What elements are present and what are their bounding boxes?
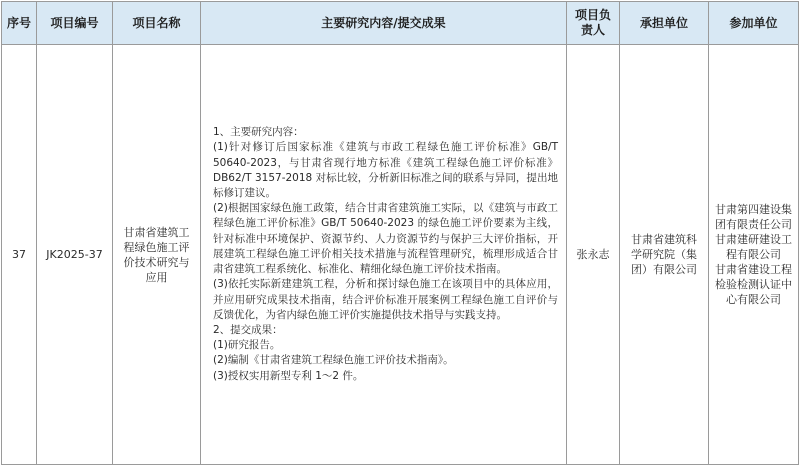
- content-line: (2)根据国家绿色施工政策，结合甘肃省建筑施工实际，以《建筑与市政工程绿色施工评价标准》GB/T 50640-2023 的绿色施工评价要素为主线，针对标准中环境保护、资源节约、人力资源节约与保护三大评价指标，开展建筑工程绿色施工评价相关技术措施与流程管理研究，梳理形成适合甘肃省建筑工程系统化、标准化、精细化绿色施工评价技术指南。: [213, 202, 558, 276]
- content-line: 1、主要研究内容：: [213, 126, 304, 139]
- content-line: (2)编制《甘肃省建筑工程绿色施工评价技术指南》。: [213, 354, 454, 367]
- cell-leader: 张永志: [567, 45, 620, 465]
- header-seq: 序号: [2, 2, 37, 45]
- partner-item: 甘肃第四建设集团有限责任公司: [715, 203, 792, 231]
- header-unit: 承担单位: [620, 2, 709, 45]
- header-leader: 项目负责人: [567, 2, 620, 45]
- header-partner: 参加单位: [709, 2, 799, 45]
- header-name: 项目名称: [113, 2, 201, 45]
- content-line: (3)依托实际新建建筑工程，分析和探讨绿色施工在该项目中的具体应用，并应用研究成果技术指南，结合评价标准开展案例工程绿色施工自评价与反馈优化，为省内绿色施工评价实施提供技术指导与实践支持。: [213, 278, 558, 321]
- content-line: 2、提交成果：: [213, 323, 283, 336]
- content-line: (1)研究报告。: [213, 339, 281, 352]
- cell-content: [201, 45, 567, 465]
- partner-item: 甘肃建研建设工程有限公司: [715, 233, 792, 261]
- content-line: (3)授权实用新型专利 1～2 件。: [213, 369, 364, 382]
- header-code: 项目编号: [37, 2, 113, 45]
- cell-code: JK2025-37: [37, 45, 113, 465]
- header-content: 主要研究内容/提交成果: [201, 2, 567, 45]
- table-row: [2, 45, 799, 465]
- project-table: [1, 1, 799, 465]
- cell-seq: 37: [2, 45, 37, 465]
- cell-unit: 甘肃省建筑科学研究院（集团）有限公司: [620, 45, 709, 465]
- cell-project-name: 甘肃省建筑工程绿色施工评价技术研究与应用: [113, 45, 201, 465]
- content-line: (1)针对修订后国家标准《建筑与市政工程绿色施工评价标准》GB/T 50640-2023，与甘肃省现行地方标准《建筑工程绿色施工评价标准》DB62/T 3157-2018 对标比较，分析新旧标准之间的联系与异同，提出地标修订建议。: [213, 141, 558, 200]
- partner-item: 甘肃省建设工程检验检测认证中心有限公司: [715, 263, 792, 306]
- cell-partner: [709, 45, 799, 465]
- table-header-row: [2, 2, 799, 45]
